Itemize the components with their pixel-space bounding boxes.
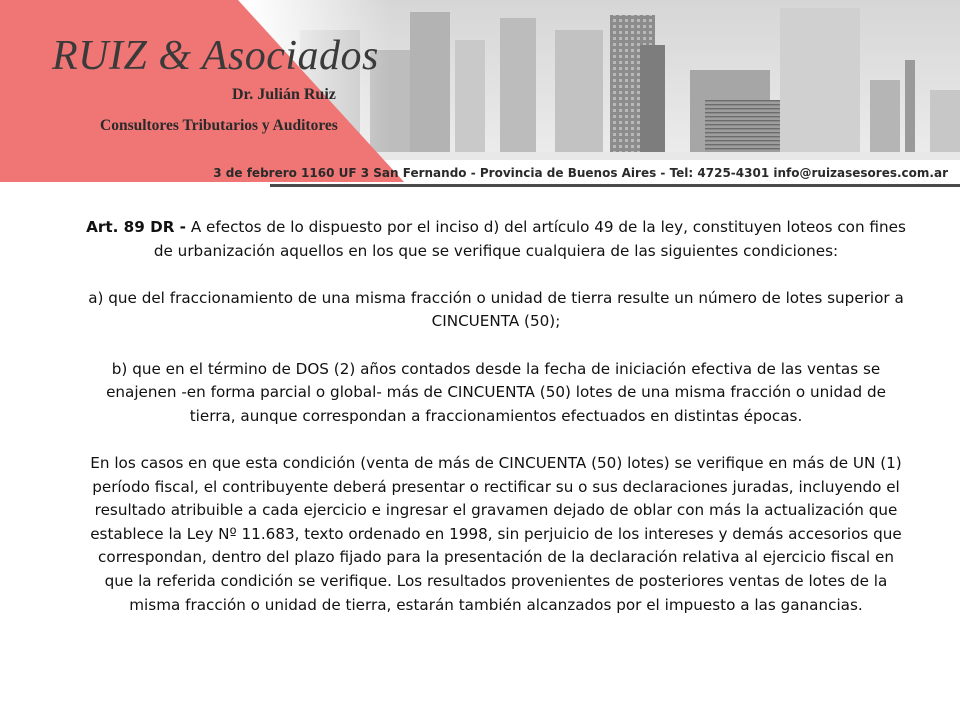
firm-name: RUIZ & Asociados <box>52 33 379 79</box>
firm-tagline: Consultores Tributarios y Auditores <box>100 117 338 134</box>
article-intro-paragraph <box>86 216 906 263</box>
contact-info: 3 de febrero 1160 UF 3 San Fernando - Provincia de Buenos Aires - Tel: 4725-4301 info@ruizasesores.com.ar <box>213 166 948 180</box>
header-rule <box>270 184 960 187</box>
closing-paragraph: En los casos en que esta condición (venta de más de CINCUENTA (50) lotes) se verifique en más de UN (1) período fiscal, el contribuyente deberá presentar o rectificar su o sus declaraciones juradas, incluyendo el resultado atribuible a cada ejercicio e ingresar el gravamen dejado de oblar con más la actualización que establece la Ley Nº 11.683, texto ordenado en 1998, sin perjuicio de los intereses y demás accesorios que correspondan, dentro del plazo fijado para la presentación de la declaración relativa al ejercicio fiscal en que la referida condición se verifique. Los resultados provenientes de posteriores ventas de lotes de la misma fracción o unidad de tierra, estarán también alcanzados por el impuesto a las ganancias. <box>90 453 902 614</box>
article-label: Art. 89 DR - <box>86 218 186 236</box>
letterhead-banner <box>0 0 960 196</box>
condition-b: b) que en el término de DOS (2) años contados desde la fecha de iniciación efectiva de las ventas se enajenen -en forma parcial o global- más de CINCUENTA (50) lotes de una misma fracción o unidad de tierra, aunque correspondan a fraccionamientos efectuados en distintas épocas. <box>106 359 886 425</box>
article-text <box>86 216 906 617</box>
firm-person: Dr. Julián Ruiz <box>232 86 336 103</box>
condition-a: a) que del fraccionamiento de una misma fracción o unidad de tierra resulte un número de lotes superior a CINCUENTA (50); <box>88 288 904 331</box>
article-intro: A efectos de lo dispuesto por el inciso d) del artículo 49 de la ley, constituyen loteos con fines de urbanización aquellos en los que se verifique cualquiera de las siguientes condiciones: <box>153 218 906 260</box>
